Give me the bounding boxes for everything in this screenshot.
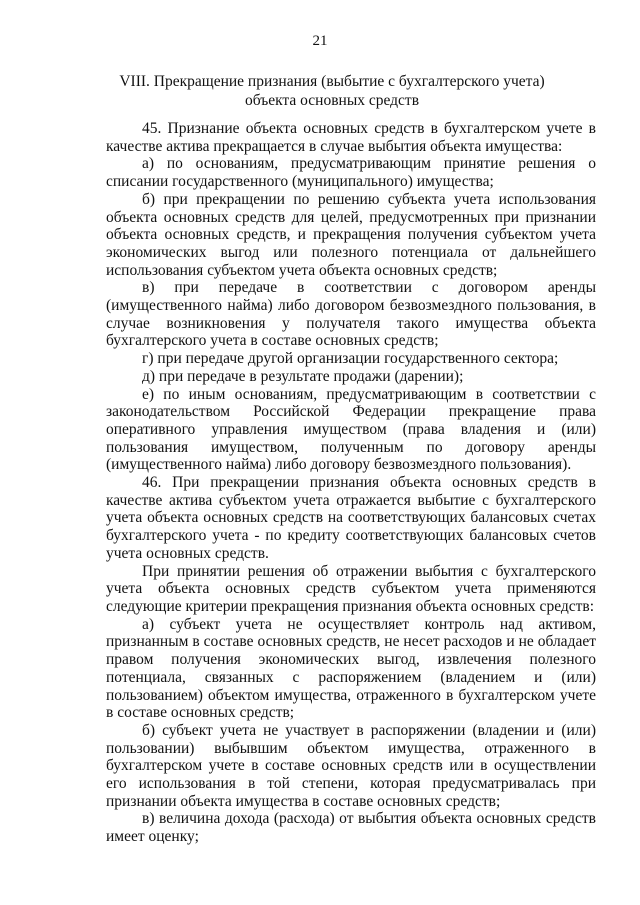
- section-heading-line-1: VIII. Прекращение признания (выбытие с бухгалтерского учета): [119, 73, 545, 90]
- paragraph-46-b: б) субъект учета не участвует в распоряжении (владении и (или) пользовании) выбывшим объектом имущества, отраженного в бухгалтерском учете в составе основных средств или в осуществлении его использования в той степени, которая предусматривалась при признании объекта имущества в составе основных средств;: [106, 721, 596, 810]
- paragraph-45-v: в) при передаче в соответствии с договором аренды (имущественного найма) либо договором безвозмездного пользования, в случае возникновения у получателя такого имущества объекта бухгалтерского учета в составе основных средств;: [106, 279, 596, 350]
- paragraph-46-v: в) величина дохода (расхода) от выбытия объекта основных средств имеет оценку;: [106, 810, 596, 846]
- paragraph-45-g: г) при передаче другой организации государственного сектора;: [142, 350, 559, 368]
- paragraph-46-a: а) субъект учета не осуществляет контроль над активом, признанным в составе основных средств, не несет расходов и не обладает правом получения экономических выгод, извлечения полезного потенциала, связанных с распоряжением (владением и (или) пользованием) объектом имущества, отраженного в бухгалтерском учете в составе основных средств;: [106, 615, 596, 722]
- paragraph-45-a: а) по основаниям, предусматривающим принятие решения о списании государственного (муниципального) имущества;: [106, 155, 596, 191]
- section-heading-line-2: объекта основных средств: [244, 92, 420, 109]
- paragraph-46-criteria-intro: При принятии решения об отражении выбытия с бухгалтерского учета объекта основных средств субъектом учета применяются следующие критерии прекращения признания объекта основных средств:: [106, 562, 596, 615]
- body-text: [106, 120, 596, 846]
- paragraph-45: 45. Признание объекта основных средств в бухгалтерском учете в качестве актива прекращается в случае выбытия объекта имущества:: [106, 120, 596, 155]
- paragraph-45-e: е) по иным основаниям, предусматривающим в соответствии с законодательством Российской Федерации прекращение права оперативного управления имуществом (права владения и (или) пользования имуществом, полученным по договору аренды (имущественного найма) либо договору безвозмездного пользования).: [106, 385, 596, 474]
- paragraph-46: 46. При прекращении признания объекта основных средств в качестве актива субъектом учета отражается выбытие с бухгалтерского учета объекта основных средств на соответствующих балансовых счетах бухгалтерского учета - по кредиту соответствующих балансовых счетов учета основных средств.: [106, 474, 596, 562]
- section-heading: [100, 72, 564, 110]
- paragraph-45-b: б) при прекращении по решению субъекта учета использования объекта основных средств для целей, предусмотренных при признании объекта основных средств, и прекращения получения субъектом учета экономических выгод или полезного потенциала от дальнейшего использования субъектом учета объекта основных средств;: [106, 190, 596, 279]
- page-number: 21: [312, 33, 328, 49]
- paragraph-45-d: д) при передаче в результате продажи (дарении);: [142, 367, 464, 385]
